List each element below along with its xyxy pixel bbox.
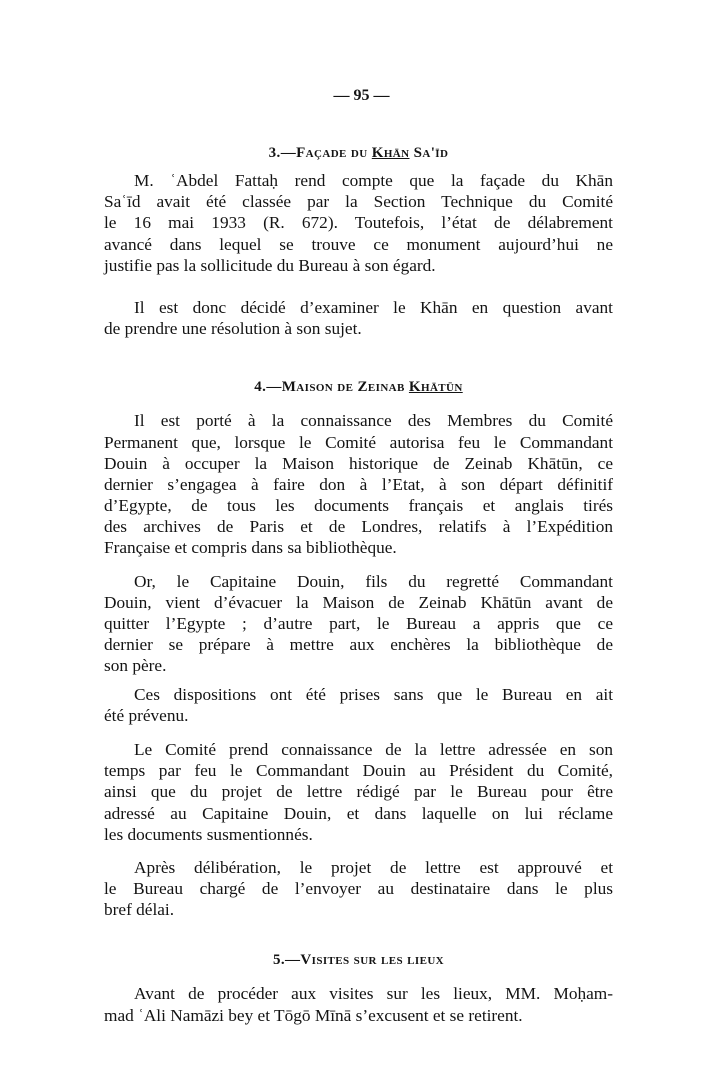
text-line: Après délibération, le projet de lettre est approuvé et: [134, 857, 613, 877]
text-line: Ces dispositions ont été prises sans que le Bureau en ait: [134, 684, 613, 704]
text-line: des archives de Paris et de Londres, relatifs à l’Expédition: [104, 517, 613, 537]
text-line: quitter l’Egypte ; d’autre part, le Bureau a appris que ce: [104, 614, 613, 633]
text-line: M. ʿAbdel Fattaḥ rend compte que la façade du Khān: [134, 171, 613, 190]
heading-text: 3.—Façade du: [268, 145, 372, 161]
text-line: Avant de procéder aux visites sur les lieux, MM. Moḥam-: [134, 984, 613, 1004]
text-line: Il est porté à la connaissance des Membres du Comité: [134, 411, 613, 431]
text-line: d’Egypte, de tous les documents français et anglais tirés: [104, 496, 613, 516]
heading-text: 5.—Visites sur les lieux: [272, 952, 445, 969]
paragraph: [104, 571, 613, 677]
text-line: le 16 mai 1933 (R. 672). Toutefois, l’état de délabrement: [104, 213, 613, 233]
text-line: été prévenu.: [104, 705, 189, 725]
text-line: bref délai.: [104, 900, 175, 920]
text-line: Douin à occuper la Maison historique de Zeinab Khātūn, ce: [104, 453, 613, 473]
text-line: dernier s’engagea à faire don à l’Etat, à son départ définitif: [104, 474, 613, 494]
paragraph: [104, 857, 613, 921]
text-line: Le Comité prend connaissance de la lettre adressée en son: [134, 739, 613, 759]
text-line: le Bureau chargé de l’envoyer au destinataire dans le plus: [104, 879, 613, 899]
heading-text: Khān: [371, 145, 410, 161]
paragraph: [104, 170, 613, 276]
paragraph: [104, 410, 613, 558]
page-body: [104, 143, 613, 1026]
heading-text: Khātūn: [408, 379, 463, 396]
heading-text: Sa'īd: [409, 145, 449, 161]
document-page: [104, 86, 613, 1026]
text-line: Saʿīd avait été classée par la Section Technique du Comité: [104, 192, 613, 212]
text-line: Permanent que, lorsque le Comité autorisa feu le Commandant: [104, 432, 613, 452]
text-line: mad ʿAli Namāzi bey et Tōgō Mīnā s’excusent et se retirent.: [104, 1005, 523, 1025]
text-line: son père.: [104, 656, 167, 676]
text-line: Française et compris dans sa bibliothèque.: [104, 538, 397, 558]
page-number: — 95 —: [333, 87, 390, 104]
text-line: les documents susmentionnés.: [104, 824, 313, 844]
heading-text: 4.—Maison de Zeinab: [254, 379, 409, 396]
text-line: Or, le Capitaine Douin, fils du regretté Commandant: [134, 571, 613, 591]
text-line: Douin, vient d’évacuer la Maison de Zeinab Khātūn avant de: [104, 592, 613, 612]
paragraph: [104, 684, 613, 726]
text-line: Il est donc décidé d’examiner le Khān en question avant: [134, 297, 613, 317]
section-heading: [104, 950, 613, 970]
section-heading: [104, 377, 613, 397]
text-line: dernier se prépare à mettre aux enchères la bibliothèque de: [104, 635, 613, 655]
paragraph: [104, 983, 613, 1025]
text-line: ainsi que du projet de lettre rédigé par le Bureau pour être: [104, 782, 613, 802]
paragraph: [104, 739, 613, 845]
text-line: adressé au Capitaine Douin, et dans laquelle on lui réclame: [104, 803, 613, 823]
text-line: temps par feu le Commandant Douin au Président du Comité,: [104, 761, 613, 781]
paragraph: [104, 297, 613, 339]
text-line: justifie pas la sollicitude du Bureau à son égard.: [104, 255, 436, 275]
text-line: de prendre une résolution à son sujet.: [104, 319, 362, 339]
section-heading: [104, 143, 613, 163]
text-line: avancé dans lequel se trouve ce monument aujourd’hui ne: [104, 234, 613, 254]
